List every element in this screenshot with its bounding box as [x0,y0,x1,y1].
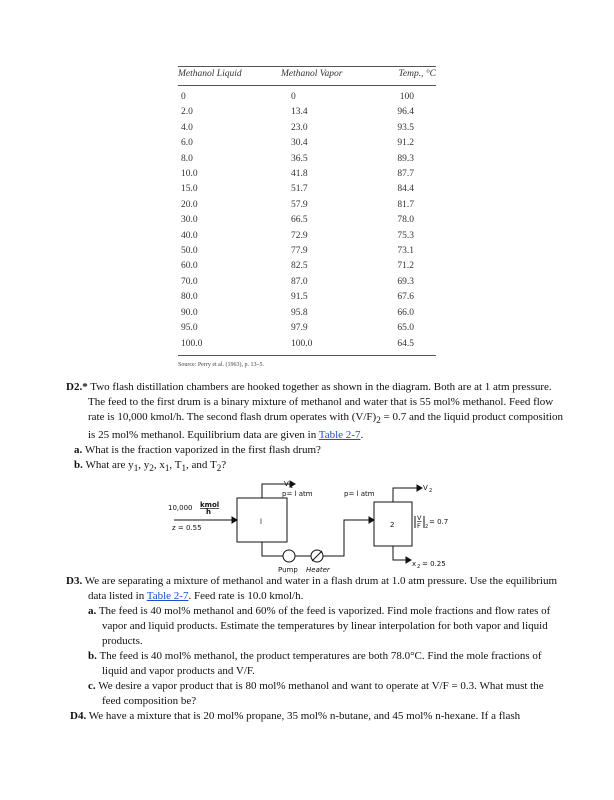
cell-methanol-vapor: 23.0 [291,122,308,133]
table-row [178,121,436,136]
cell-methanol-liquid: 70.0 [181,276,198,287]
l1-line [262,542,283,556]
d2-part-a [66,443,564,458]
vf-fraction: V [417,514,422,522]
d3-number: D3. [66,575,83,587]
table-source-note: Source: Perry et al. (1963), p. 13–5. [178,361,264,368]
heater-label: Heater [306,566,330,574]
d3-a-label: a. [88,605,97,617]
pump-label: Pump [278,566,298,574]
problem-d3 [66,574,564,724]
cell-methanol-liquid: 80.0 [181,292,198,303]
cell-temp: 96.4 [397,107,414,118]
feed2-line [323,520,369,556]
cell-temp: 89.3 [397,153,414,164]
col-header-temp: Temp., °C [391,67,436,86]
d2-text-1: Two flash distillation chambers are hooked together as shown in the diagram. Both are at 1 atm pressure. The feed to the first drum is a binary mixture of methanol and water that is 55 mol% methanol. Feed flow rate is 10,000 kmol/h. The second flash drum operates with (V/F) [88,381,554,423]
cell-methanol-vapor: 13.4 [291,107,308,118]
d3-c-text: We desire a vapor product that is 80 mol% methanol and want to operate at V/F = 0.3. What must the feed composition be? [98,680,544,707]
table-row [178,167,436,182]
feed-arrow [232,517,237,523]
table-row [178,337,436,356]
svg-text:F: F [417,522,421,530]
problem-d2 [66,380,564,476]
d3-part-b [66,649,564,679]
table-row [178,275,436,290]
d4-text: We have a mixture that is 20 mol% propane, 35 mol% n-butane, and 45 mol% n-hexane. If a flash [88,710,521,722]
cell-temp: 84.4 [397,184,414,195]
cell-methanol-vapor: 0 [291,92,296,102]
cell-temp: 91.2 [397,138,414,149]
cell-temp: 93.5 [397,122,414,133]
cell-temp: 75.3 [397,230,414,241]
d2-number: D2.* [66,381,88,393]
cell-methanol-liquid: 20.0 [181,199,198,210]
vle-data-table-section [178,66,436,368]
v2-label: V [423,484,428,492]
d2-b-label: b. [74,459,83,472]
d3-part-c [66,679,564,709]
cell-temp: 81.7 [397,199,414,210]
d2-a-label: a. [74,444,83,457]
cell-methanol-vapor: 100.0 [281,337,391,356]
pump-icon [283,550,295,562]
table-header-row [178,67,436,86]
d2-text-2: = 0.7 and the liquid product composition is 25 mol% methanol. Equilibrium data are given in [88,411,563,442]
svg-text:2: 2 [425,524,429,530]
table-row [178,244,436,259]
d3-a-text: The feed is 40 mol% methanol and 60% of the feed is vaporized. Find mole fractions and flow rates of vapor and liquid products. Estimate the temperatures by linear interpolation for both vapor and liquid products. [98,605,551,647]
d3-part-a [66,604,564,649]
d3-table-link[interactable]: Table 2-7 [146,590,189,602]
table-row [178,136,436,151]
cell-temp: 71.2 [397,261,414,272]
x2-label: x [412,560,417,568]
d2-statement [66,380,564,443]
cell-methanol-liquid: 30.0 [181,215,198,226]
d3-b-label: b. [88,650,97,662]
cell-methanol-liquid: 100.0 [178,337,281,356]
table-row [178,259,436,274]
d3-text-1: We are separating a mixture of methanol and water in a flash drum at 1.0 atm pressure. Use the equilibrium data listed in [84,575,558,602]
cell-temp: 69.3 [397,276,414,287]
feed-unit-bottom: h [206,508,211,516]
d2-b-text: What are y [85,459,134,472]
d3-c-label: c. [88,680,96,692]
cell-methanol-vapor: 57.9 [291,199,308,210]
v1-label: V [284,480,289,488]
cell-methanol-liquid: 4.0 [181,122,193,133]
v2-line [393,488,417,502]
cell-methanol-liquid: 50.0 [181,246,198,257]
svg-text:2: 2 [417,564,421,570]
cell-methanol-vapor: 91.5 [291,292,308,303]
cell-temp: 73.1 [397,246,414,257]
d2-part-b: b. What are $y_1$, $y_2$, $x_1$, $T_1$, and $T_2$? [74,459,227,474]
cell-methanol-vapor: 87.0 [291,276,308,287]
table-row [178,229,436,244]
cell-methanol-vapor: 95.8 [291,307,308,318]
cell-methanol-liquid: 6.0 [181,138,193,149]
feed-unit-top: kmol [200,501,220,509]
cell-methanol-vapor: 82.5 [291,261,308,272]
cell-methanol-vapor: 51.7 [291,184,308,195]
feed-composition: z = 0.55 [172,524,202,532]
feed-rate: 10,000 [168,504,193,512]
table-row [178,213,436,228]
vf-value: = 0.7 [429,518,449,526]
cell-methanol-liquid: 60.0 [181,261,198,272]
cell-methanol-liquid: 95.0 [181,323,198,334]
table-row [178,105,436,120]
cell-methanol-liquid: 90.0 [181,307,198,318]
svg-text:2: 2 [429,488,433,494]
cell-methanol-vapor: 72.9 [291,230,308,241]
table-row [178,182,436,197]
cell-temp: 78.0 [397,215,414,226]
drum1-pressure: p= l atm [282,490,313,498]
drum2-label: 2 [390,521,395,529]
drum2-pressure: p= l atm [344,490,375,498]
drum1-label: l [260,518,262,526]
d2-table-link[interactable]: Table 2-7 [318,429,361,442]
table-row [178,290,436,305]
cell-temp: 87.7 [397,169,414,180]
d2-a-text: What is the fraction vaporized in the first flash drum? [84,444,321,457]
cell-methanol-liquid: 40.0 [181,230,198,241]
cell-methanol-liquid: 2.0 [181,107,193,118]
cell-methanol-liquid: 10.0 [181,169,198,180]
svg-text:1: 1 [290,484,294,490]
d3-text-2: . Feed rate is 10.0 kmol/h. [188,590,304,602]
cell-methanol-vapor: 97.9 [291,323,308,334]
drum-1 [237,498,287,542]
table-row [178,86,436,106]
table-body [178,86,436,356]
cell-methanol-vapor: 77.9 [291,246,308,257]
cell-temp: 64.5 [391,337,436,356]
cell-methanol-vapor: 30.4 [291,138,308,149]
d2-sub: 2 [376,415,381,426]
cell-methanol-liquid: 15.0 [181,184,198,195]
cell-methanol-vapor: 41.8 [291,169,308,180]
col-header-methanol-vapor: Methanol Vapor [281,67,391,86]
problem-d4 [70,709,564,724]
cell-temp: 65.0 [397,323,414,334]
d3-statement [66,574,564,604]
cell-temp: 67.6 [397,292,414,303]
cell-methanol-vapor: 66.5 [291,215,308,226]
cell-methanol-vapor: 36.5 [291,153,308,164]
d3-b-text: The feed is 40 mol% methanol, the product temperatures are both 78.0°C. Find the mole fractions of liquid and vapor products and V/F. [99,650,542,677]
d2-b-rest: ? [221,459,227,472]
table-row [178,198,436,213]
cell-methanol-liquid: 8.0 [181,153,193,164]
table-row [178,306,436,321]
table-row [178,321,436,336]
d4-number: D4. [70,710,87,722]
cell-temp: 100 [399,92,414,102]
x2-value: = 0.25 [422,560,446,568]
flash-drum-diagram [166,480,456,578]
cell-methanol-liquid: 0 [181,92,186,102]
cell-temp: 66.0 [397,307,414,318]
l2-line [393,546,406,560]
table-row [178,152,436,167]
d2-text-3: . [360,429,364,442]
col-header-methanol-liquid: Methanol Liquid [178,67,281,86]
methanol-water-equilibrium-table [178,66,436,356]
